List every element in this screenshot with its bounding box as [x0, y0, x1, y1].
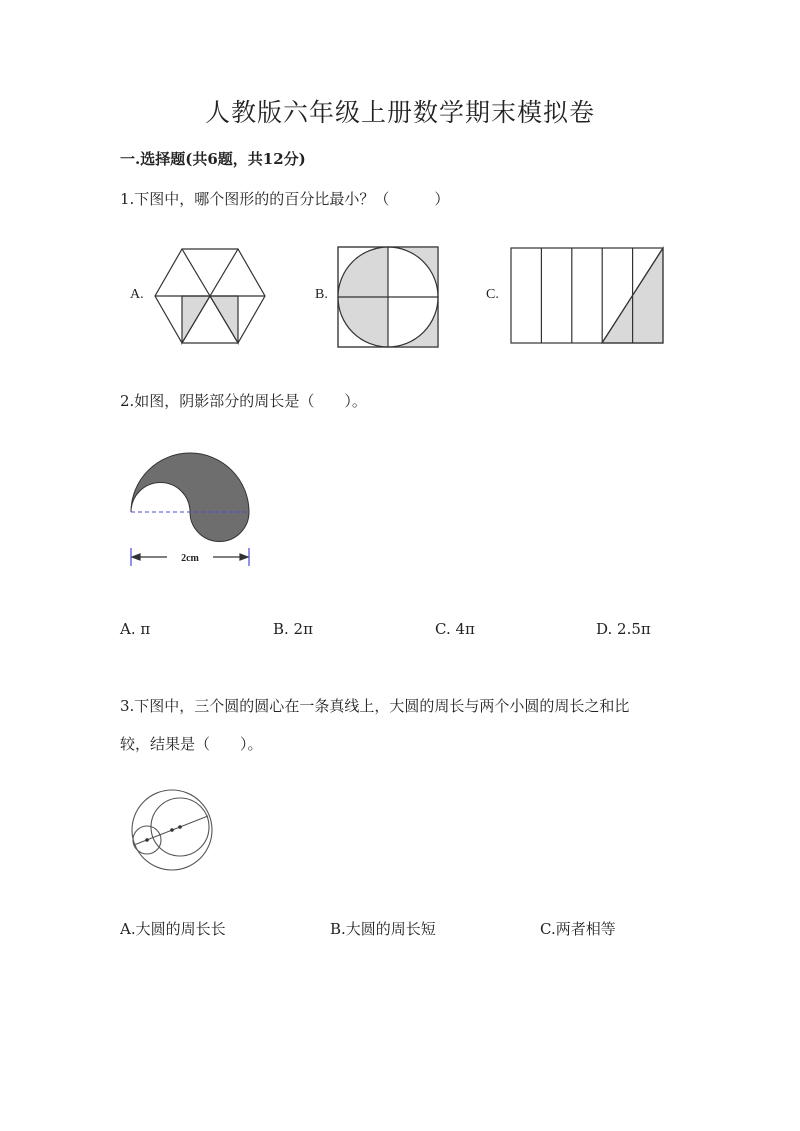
striped-rectangle-figure: [509, 246, 665, 345]
q1-label-b[interactable]: B.: [315, 287, 328, 302]
q2-option-b[interactable]: B. 2π: [273, 620, 313, 638]
square-circle-figure: [337, 246, 439, 348]
question-3-text-line1: 3.下图中，三个圆的圆心在一条真线上，大圆的周长与两个小圆的周长之和比: [120, 697, 630, 715]
three-circles-figure: [125, 788, 225, 873]
question-3-text-line2: 较，结果是（ ）。: [120, 735, 263, 753]
dimension-label: 2cm: [181, 553, 199, 564]
question-1-text: 1.下图中，哪个图形的的百分比最小？（ ）: [120, 190, 450, 208]
q1-label-a[interactable]: A.: [130, 287, 144, 302]
q2-option-c[interactable]: C. 4π: [435, 620, 475, 638]
page-title: 人教版六年级上册数学期末模拟卷: [204, 98, 595, 127]
crescent-shape: [131, 453, 249, 541]
section-heading: 一.选择题(共6题，共12分): [120, 150, 306, 168]
hexagon-figure: [150, 246, 270, 346]
q3-option-a[interactable]: A.大圆的周长长: [120, 920, 226, 938]
question-2-text: 2.如图，阴影部分的周长是（ ）。: [120, 392, 367, 410]
q3-option-c[interactable]: C.两者相等: [540, 920, 616, 938]
q3-option-b[interactable]: B.大圆的周长短: [330, 920, 436, 938]
q2-option-d[interactable]: D. 2.5π: [596, 620, 651, 638]
q1-label-c[interactable]: C.: [486, 287, 499, 302]
q2-option-a[interactable]: A. π: [120, 620, 151, 638]
shaded-crescent-figure: [125, 448, 255, 573]
